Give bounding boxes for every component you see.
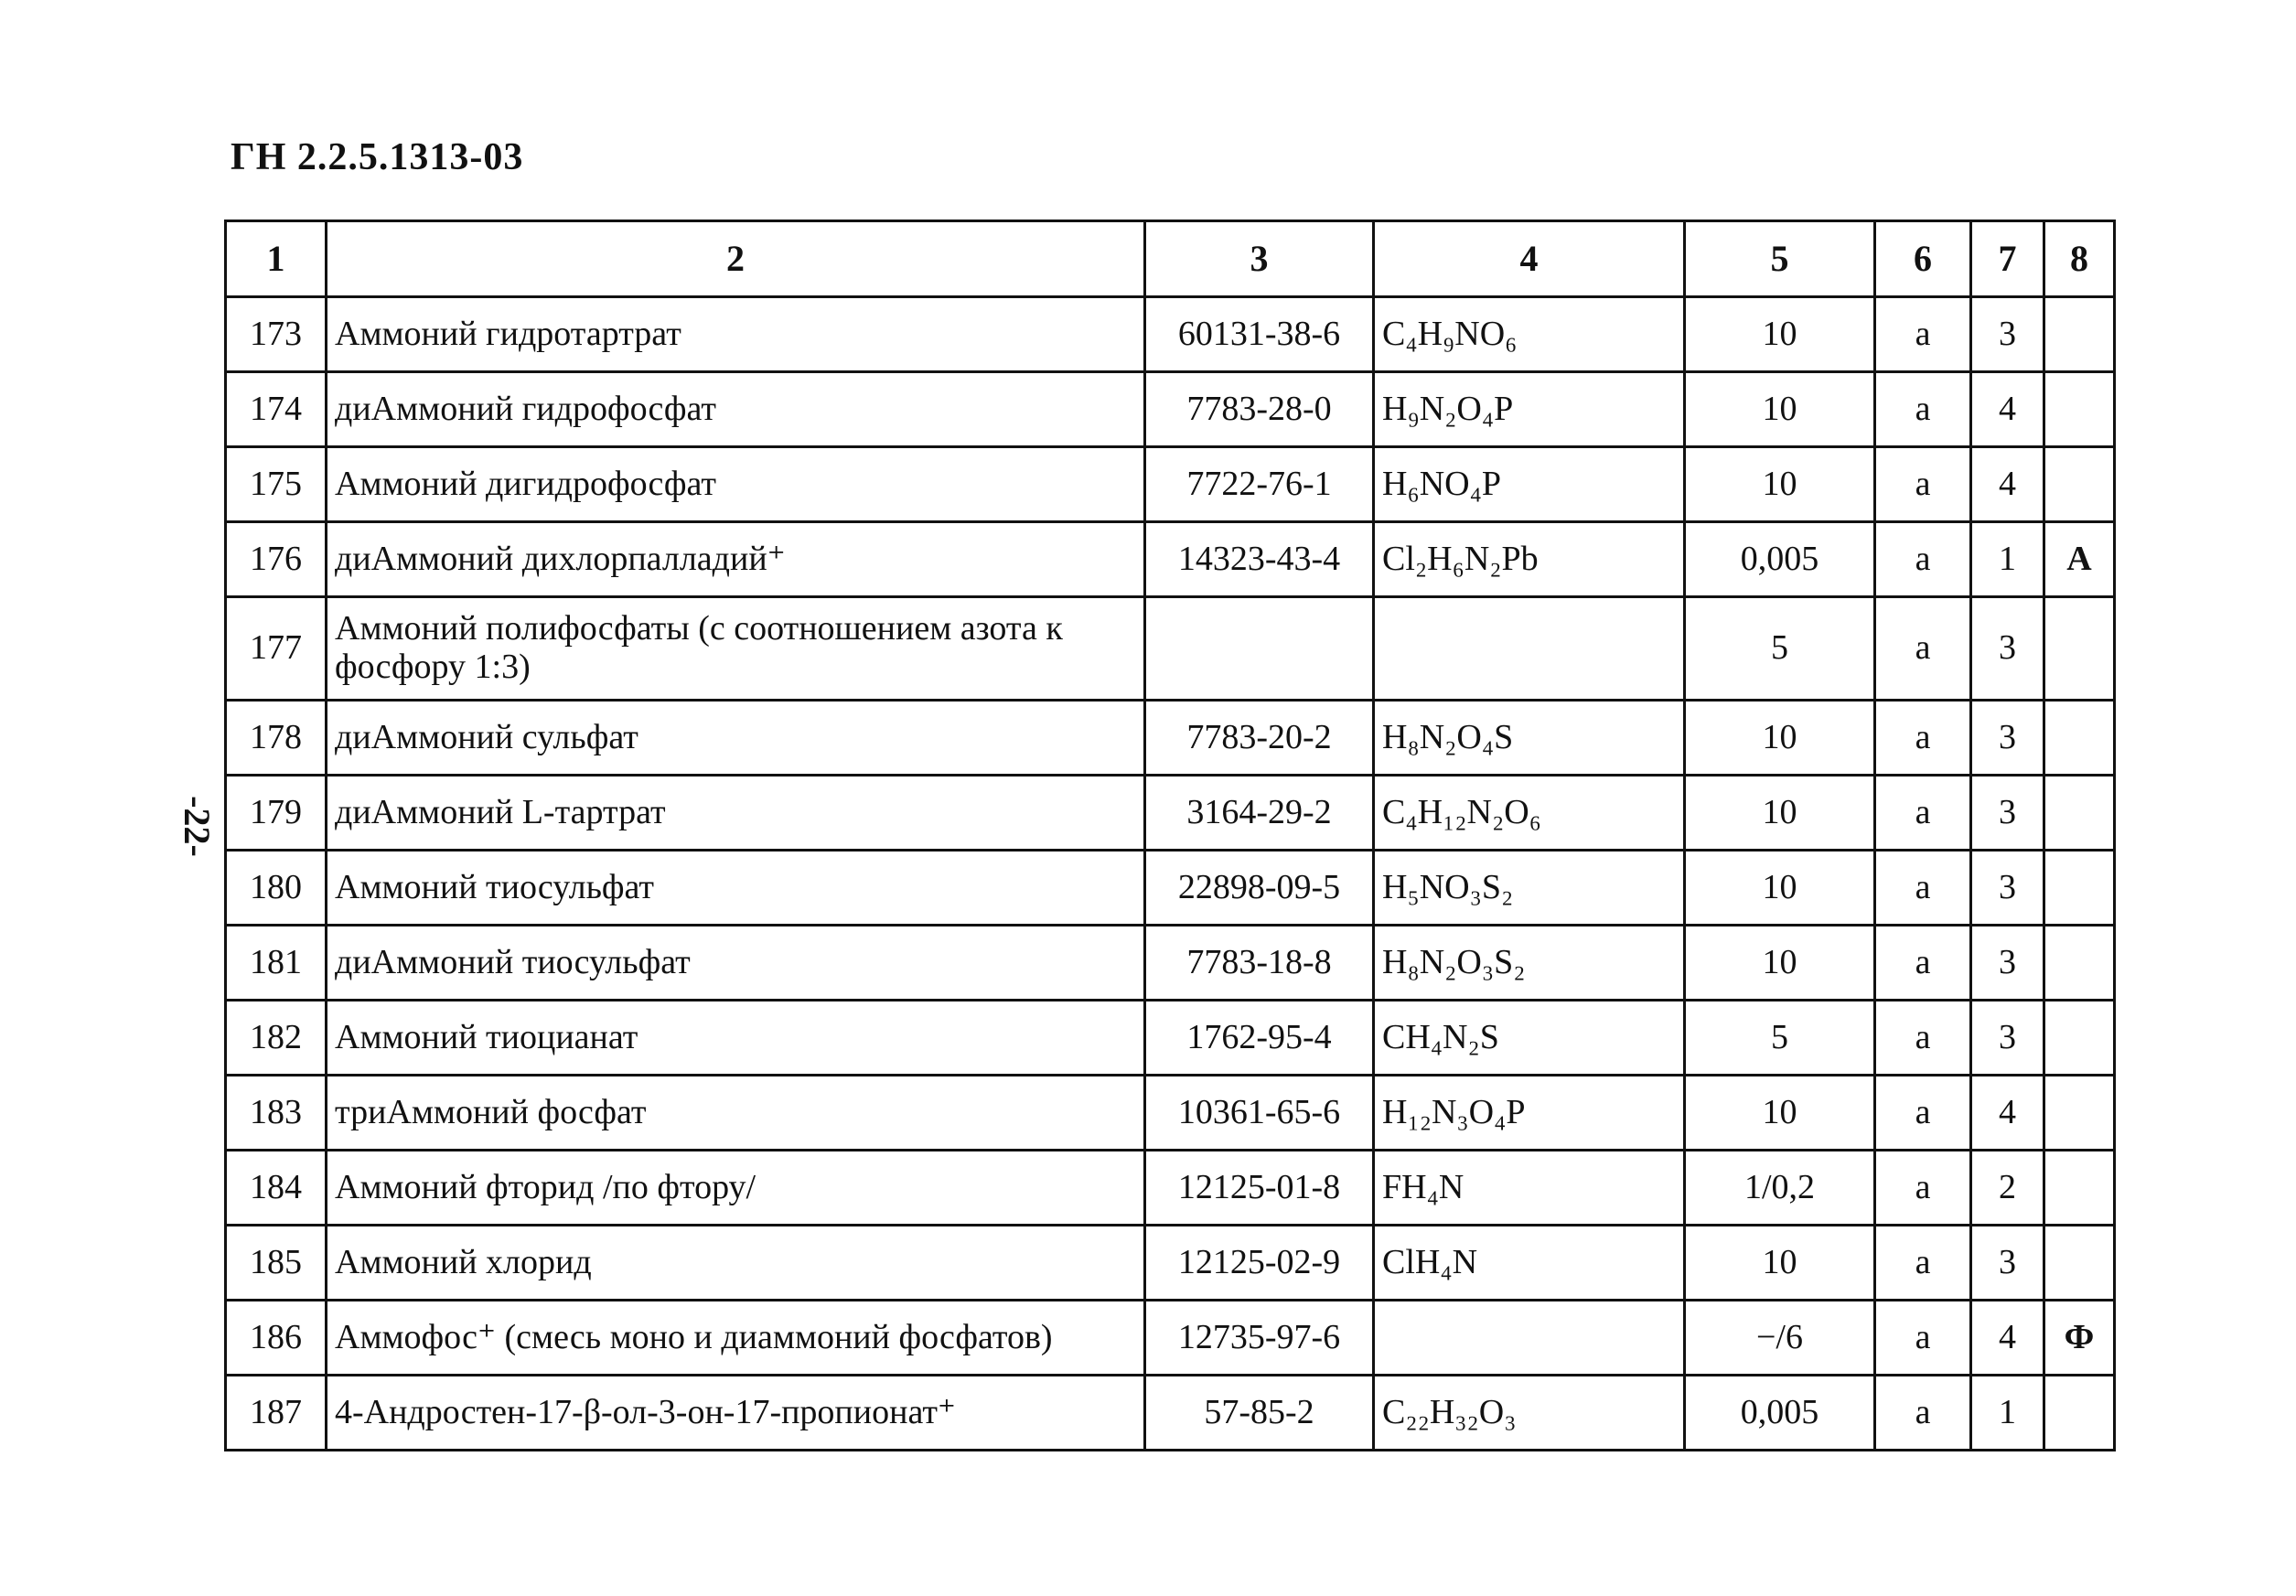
chemical-formula: H₁₂N₃O₄P xyxy=(1374,1076,1685,1151)
note-mark xyxy=(2044,776,2115,851)
aggregate-state: а xyxy=(1875,1151,1971,1226)
note-mark xyxy=(2044,372,2115,447)
cas-number: 7722-76-1 xyxy=(1145,447,1374,522)
hazard-class: 1 xyxy=(1971,522,2044,597)
page-number: -22- xyxy=(176,796,218,857)
substance-name: диАммоний дихлорпалладий⁺ xyxy=(327,522,1145,597)
cas-number: 12735-97-6 xyxy=(1145,1301,1374,1376)
chemical-formula: FH₄N xyxy=(1374,1151,1685,1226)
note-mark: Ф xyxy=(2044,1301,2115,1376)
column-header-5: 5 xyxy=(1685,221,1875,297)
limit-value: 10 xyxy=(1685,851,1875,926)
table-row xyxy=(226,926,2115,1001)
cas-number: 3164-29-2 xyxy=(1145,776,1374,851)
note-mark xyxy=(2044,447,2115,522)
chemical-formula: H₉N₂O₄P xyxy=(1374,372,1685,447)
table-row xyxy=(226,522,2115,597)
row-number: 185 xyxy=(226,1226,327,1301)
row-number: 186 xyxy=(226,1301,327,1376)
aggregate-state: а xyxy=(1875,1376,1971,1451)
row-number: 176 xyxy=(226,522,327,597)
cas-number: 7783-28-0 xyxy=(1145,372,1374,447)
limit-value: 10 xyxy=(1685,1076,1875,1151)
row-number: 182 xyxy=(226,1001,327,1076)
table-row xyxy=(226,1376,2115,1451)
row-number: 183 xyxy=(226,1076,327,1151)
limit-value: 10 xyxy=(1685,1226,1875,1301)
table-row xyxy=(226,1301,2115,1376)
cas-number: 10361-65-6 xyxy=(1145,1076,1374,1151)
cas-number: 57-85-2 xyxy=(1145,1376,1374,1451)
row-number: 174 xyxy=(226,372,327,447)
aggregate-state: а xyxy=(1875,776,1971,851)
substance-name: Аммоний тиоцианат xyxy=(327,1001,1145,1076)
aggregate-state: а xyxy=(1875,297,1971,372)
substance-name: Аммоний фторид /по фтору/ xyxy=(327,1151,1145,1226)
cas-number: 7783-20-2 xyxy=(1145,701,1374,776)
hazard-class: 4 xyxy=(1971,1301,2044,1376)
note-mark xyxy=(2044,597,2115,701)
column-header-1: 1 xyxy=(226,221,327,297)
limit-value: 0,005 xyxy=(1685,522,1875,597)
cas-number: 7783-18-8 xyxy=(1145,926,1374,1001)
table-row xyxy=(226,1226,2115,1301)
row-number: 173 xyxy=(226,297,327,372)
hazard-class: 3 xyxy=(1971,297,2044,372)
hazard-class: 4 xyxy=(1971,372,2044,447)
substance-name: Аммоний полифосфаты (с соотношением азота к фосфору 1:3) xyxy=(327,597,1145,701)
substance-name: триАммоний фосфат xyxy=(327,1076,1145,1151)
chemical-formula: C₄H₁₂N₂O₆ xyxy=(1374,776,1685,851)
cas-number: 22898-09-5 xyxy=(1145,851,1374,926)
row-number: 178 xyxy=(226,701,327,776)
limit-value: 10 xyxy=(1685,372,1875,447)
limit-value: 5 xyxy=(1685,597,1875,701)
chemical-formula: ClH₄N xyxy=(1374,1226,1685,1301)
aggregate-state: а xyxy=(1875,1301,1971,1376)
table-row xyxy=(226,851,2115,926)
hazard-class: 3 xyxy=(1971,1001,2044,1076)
substance-name: Аммоний дигидрофосфат xyxy=(327,447,1145,522)
substance-name: диАммоний тиосульфат xyxy=(327,926,1145,1001)
cas-number: 60131-38-6 xyxy=(1145,297,1374,372)
table-row xyxy=(226,597,2115,701)
row-number: 184 xyxy=(226,1151,327,1226)
document-header: ГН 2.2.5.1313-03 xyxy=(231,136,524,178)
hazard-class: 4 xyxy=(1971,447,2044,522)
cas-number: 1762-95-4 xyxy=(1145,1001,1374,1076)
hazard-class: 4 xyxy=(1971,1076,2044,1151)
column-header-8: 8 xyxy=(2044,221,2115,297)
chemical-formula: C₄H₉NO₆ xyxy=(1374,297,1685,372)
note-mark xyxy=(2044,851,2115,926)
cas-number: 14323-43-4 xyxy=(1145,522,1374,597)
table-row xyxy=(226,1076,2115,1151)
note-mark xyxy=(2044,1076,2115,1151)
row-number: 179 xyxy=(226,776,327,851)
limit-value: 5 xyxy=(1685,1001,1875,1076)
row-number: 187 xyxy=(226,1376,327,1451)
row-number: 180 xyxy=(226,851,327,926)
chemical-formula: Cl₂H₆N₂Pb xyxy=(1374,522,1685,597)
aggregate-state: а xyxy=(1875,372,1971,447)
note-mark xyxy=(2044,1001,2115,1076)
chemical-formula xyxy=(1374,597,1685,701)
row-number: 175 xyxy=(226,447,327,522)
limit-value: 10 xyxy=(1685,926,1875,1001)
aggregate-state: а xyxy=(1875,1226,1971,1301)
chemical-formula: H₈N₂O₃S₂ xyxy=(1374,926,1685,1001)
limit-value: 10 xyxy=(1685,701,1875,776)
aggregate-state: а xyxy=(1875,597,1971,701)
note-mark xyxy=(2044,1226,2115,1301)
hazard-class: 1 xyxy=(1971,1376,2044,1451)
column-header-2: 2 xyxy=(327,221,1145,297)
column-header-4: 4 xyxy=(1374,221,1685,297)
substance-name: Аммофос⁺ (смесь моно и диаммоний фосфатов) xyxy=(327,1301,1145,1376)
cas-number: 12125-02-9 xyxy=(1145,1226,1374,1301)
table-row xyxy=(226,1001,2115,1076)
limit-value: 10 xyxy=(1685,297,1875,372)
substance-name: диАммоний L-тартрат xyxy=(327,776,1145,851)
row-number: 181 xyxy=(226,926,327,1001)
table-row xyxy=(226,447,2115,522)
aggregate-state: а xyxy=(1875,701,1971,776)
column-header-3: 3 xyxy=(1145,221,1374,297)
hazard-class: 3 xyxy=(1971,1226,2044,1301)
hazard-class: 3 xyxy=(1971,597,2044,701)
table-row xyxy=(226,776,2115,851)
table-row xyxy=(226,701,2115,776)
aggregate-state: а xyxy=(1875,926,1971,1001)
substances-table xyxy=(224,220,2116,1451)
chemical-formula: H₈N₂O₄S xyxy=(1374,701,1685,776)
aggregate-state: а xyxy=(1875,1076,1971,1151)
aggregate-state: а xyxy=(1875,447,1971,522)
table-row xyxy=(226,372,2115,447)
hazard-class: 3 xyxy=(1971,926,2044,1001)
note-mark xyxy=(2044,1376,2115,1451)
substance-name: диАммоний сульфат xyxy=(327,701,1145,776)
substance-name: Аммоний гидротартрат xyxy=(327,297,1145,372)
chemical-formula: CH₄N₂S xyxy=(1374,1001,1685,1076)
hazard-class: 3 xyxy=(1971,851,2044,926)
limit-value: 0,005 xyxy=(1685,1376,1875,1451)
row-number: 177 xyxy=(226,597,327,701)
hazard-class: 2 xyxy=(1971,1151,2044,1226)
column-header-6: 6 xyxy=(1875,221,1971,297)
substance-name: диАммоний гидрофосфат xyxy=(327,372,1145,447)
limit-value: 10 xyxy=(1685,776,1875,851)
limit-value: 10 xyxy=(1685,447,1875,522)
aggregate-state: а xyxy=(1875,522,1971,597)
note-mark xyxy=(2044,1151,2115,1226)
chemical-formula: H₆NO₄P xyxy=(1374,447,1685,522)
substance-name: Аммоний хлорид xyxy=(327,1226,1145,1301)
substance-name: Аммоний тиосульфат xyxy=(327,851,1145,926)
chemical-formula: H₅NO₃S₂ xyxy=(1374,851,1685,926)
hazard-class: 3 xyxy=(1971,701,2044,776)
limit-value: 1/0,2 xyxy=(1685,1151,1875,1226)
note-mark xyxy=(2044,926,2115,1001)
chemical-formula: C₂₂H₃₂O₃ xyxy=(1374,1376,1685,1451)
table-header-row xyxy=(226,221,2115,297)
aggregate-state: а xyxy=(1875,851,1971,926)
substance-name: 4-Андростен-17-β-ол-3-он-17-пропионат⁺ xyxy=(327,1376,1145,1451)
note-mark: А xyxy=(2044,522,2115,597)
limit-value: −/6 xyxy=(1685,1301,1875,1376)
chemical-formula xyxy=(1374,1301,1685,1376)
aggregate-state: а xyxy=(1875,1001,1971,1076)
note-mark xyxy=(2044,701,2115,776)
table-row xyxy=(226,297,2115,372)
note-mark xyxy=(2044,297,2115,372)
column-header-7: 7 xyxy=(1971,221,2044,297)
cas-number: 12125-01-8 xyxy=(1145,1151,1374,1226)
table-row xyxy=(226,1151,2115,1226)
cas-number xyxy=(1145,597,1374,701)
hazard-class: 3 xyxy=(1971,776,2044,851)
